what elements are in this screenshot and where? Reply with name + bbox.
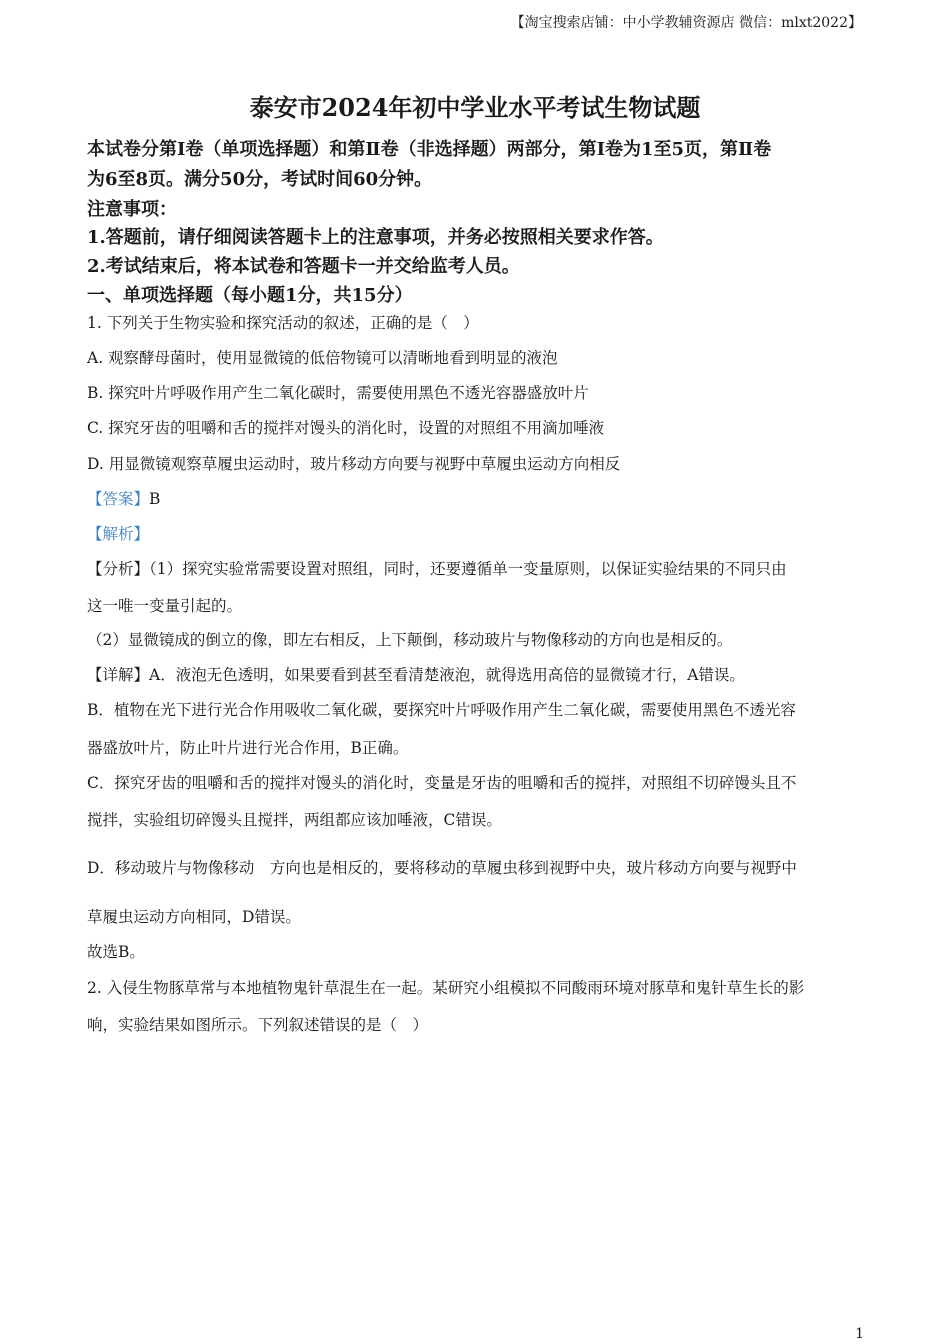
analysis-line: C．探究牙齿的咀嚼和舌的搅拌对馒头的消化时，变量是牙齿的咀嚼和舌的搅拌，对照组不切碎馒头且不 — [87, 774, 797, 792]
analysis-line: （2）显微镜成的倒立的像，即左右相反，上下颠倒，移动玻片与物像移动的方向也是相反的。 — [87, 631, 733, 649]
analysis-line: B．植物在光下进行光合作用吸收二氧化碳，要探究叶片呼吸作用产生二氧化碳，需要使用黑色不透光容 — [87, 701, 796, 719]
question-1-option-c: C. 探究牙齿的咀嚼和舌的搅拌对馒头的消化时，设置的对照组不用滴加唾液 — [87, 419, 605, 437]
notice-item-2: 2.考试结束后，将本试卷和答题卡一并交给监考人员。 — [87, 256, 520, 277]
section-heading: 一、单项选择题（每小题1分，共15分） — [87, 285, 413, 306]
analysis-line: 这一唯一变量引起的。 — [87, 597, 243, 615]
answer-value: B — [149, 490, 161, 508]
analysis-line: 【分析】（1）探究实验常需要设置对照组，同时，还要遵循单一变量原则，以保证实验结果的不同只由 — [87, 560, 787, 578]
page-number: 1 — [855, 1326, 864, 1342]
question-1-stem: 1. 下列关于生物实验和探究活动的叙述，正确的是（ ） — [87, 314, 479, 332]
answer-line — [87, 487, 160, 509]
question-1-option-d: D. 用显微镜观察草履虫运动时，玻片移动方向要与视野中草履虫运动方向相反 — [87, 455, 621, 473]
analysis-line: 草履虫运动方向相同，D错误。 — [87, 908, 301, 926]
notice-heading: 注意事项： — [87, 199, 177, 220]
notice-item-1: 1.答题前，请仔细阅读答题卡上的注意事项，并务必按照相关要求作答。 — [87, 227, 664, 248]
header-note: 【淘宝搜索店铺：中小学教辅资源店 微信：mlxt2022】 — [510, 15, 862, 31]
page-title: 泰安市2024年初中学业水平考试生物试题 — [249, 93, 701, 122]
analysis-line: 搅拌，实验组切碎馒头且搅拌，两组都应该加唾液，C错误。 — [87, 811, 502, 829]
analysis-line: D．移动玻片与物像移动 方向也是相反的，要将移动的草履虫移到视野中央，玻片移动方向要与视野中 — [87, 859, 797, 877]
question-2-stem: 2. 入侵生物豚草常与本地植物鬼针草混生在一起。某研究小组模拟不同酸雨环境对豚草和鬼针草生长的影 — [87, 979, 805, 997]
analysis-conclusion: 故选B。 — [87, 943, 145, 961]
analysis-tag: 【解析】 — [87, 525, 150, 543]
analysis-line: 【详解】A．液泡无色透明，如果要看到甚至看清楚液泡，就得选用高倍的显微镜才行，A错误。 — [87, 666, 745, 684]
question-1-option-a: A. 观察酵母菌时，使用显微镜的低倍物镜可以清晰地看到明显的液泡 — [87, 349, 558, 367]
question-2-stem: 响，实验结果如图所示。下列叙述错误的是（ ） — [87, 1016, 429, 1034]
question-1-option-b: B. 探究叶片呼吸作用产生二氧化碳时，需要使用黑色不透光容器盛放叶片 — [87, 384, 589, 402]
intro-line-1: 本试卷分第Ⅰ卷（单项选择题）和第Ⅱ卷（非选择题）两部分，第Ⅰ卷为1至5页，第Ⅱ卷 — [87, 139, 772, 160]
analysis-line: 器盛放叶片，防止叶片进行光合作用，B正确。 — [87, 739, 409, 757]
intro-line-2: 为6至8页。满分50分，考试时间60分钟。 — [87, 169, 433, 190]
answer-tag: 【答案】 — [87, 490, 150, 508]
